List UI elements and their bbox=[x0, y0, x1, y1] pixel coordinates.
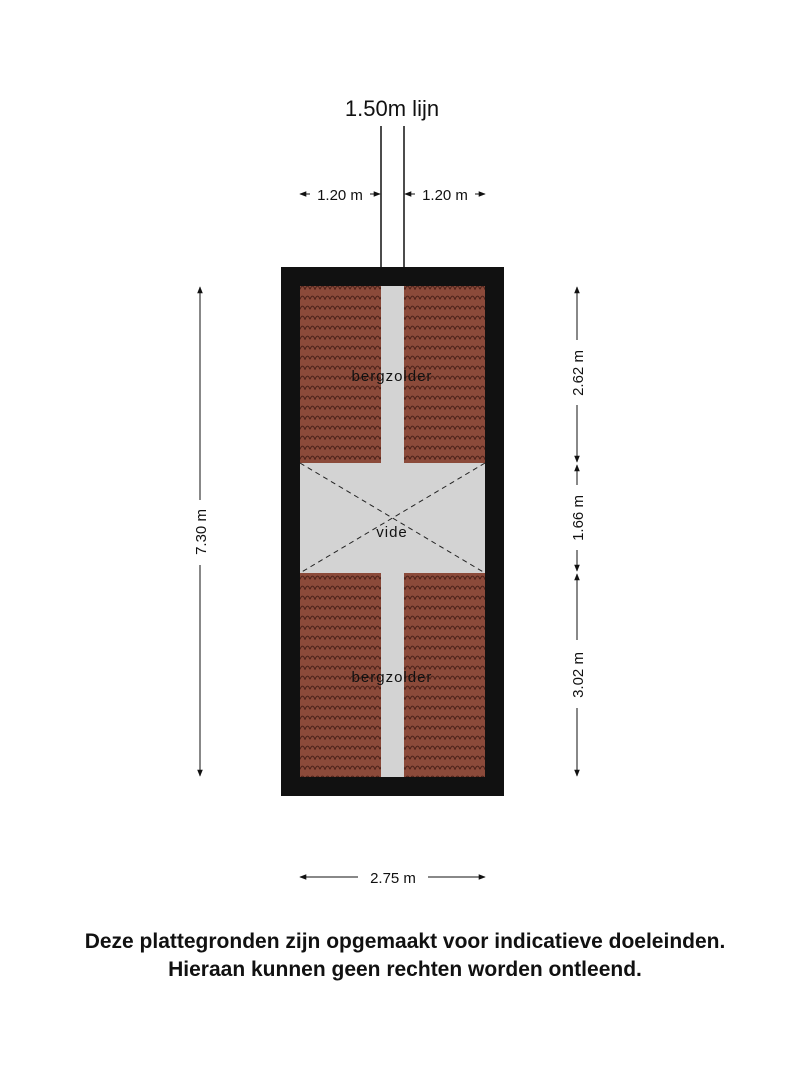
line-label: 1.50m lijn bbox=[344, 96, 440, 121]
room-label-top: bergzolder bbox=[351, 368, 433, 385]
width-total-label: 2.75 m bbox=[370, 870, 416, 887]
offset-left-label: 1.20 m bbox=[317, 187, 363, 204]
height-total-label: 7.30 m bbox=[193, 509, 210, 555]
seg-bottom-label: 3.02 m bbox=[570, 652, 587, 698]
disclaimer-line-1: Deze plattegronden zijn opgemaakt voor indicatieve doeleinden. bbox=[84, 930, 726, 953]
room-label-vide: vide bbox=[376, 524, 408, 541]
disclaimer-line-2: Hieraan kunnen geen rechten worden ontleend. bbox=[168, 958, 642, 981]
offset-right-label: 1.20 m bbox=[422, 187, 468, 204]
seg-mid-label: 1.66 m bbox=[570, 495, 587, 541]
seg-top-label: 2.62 m bbox=[570, 350, 587, 396]
room-label-bottom: bergzolder bbox=[351, 669, 433, 686]
